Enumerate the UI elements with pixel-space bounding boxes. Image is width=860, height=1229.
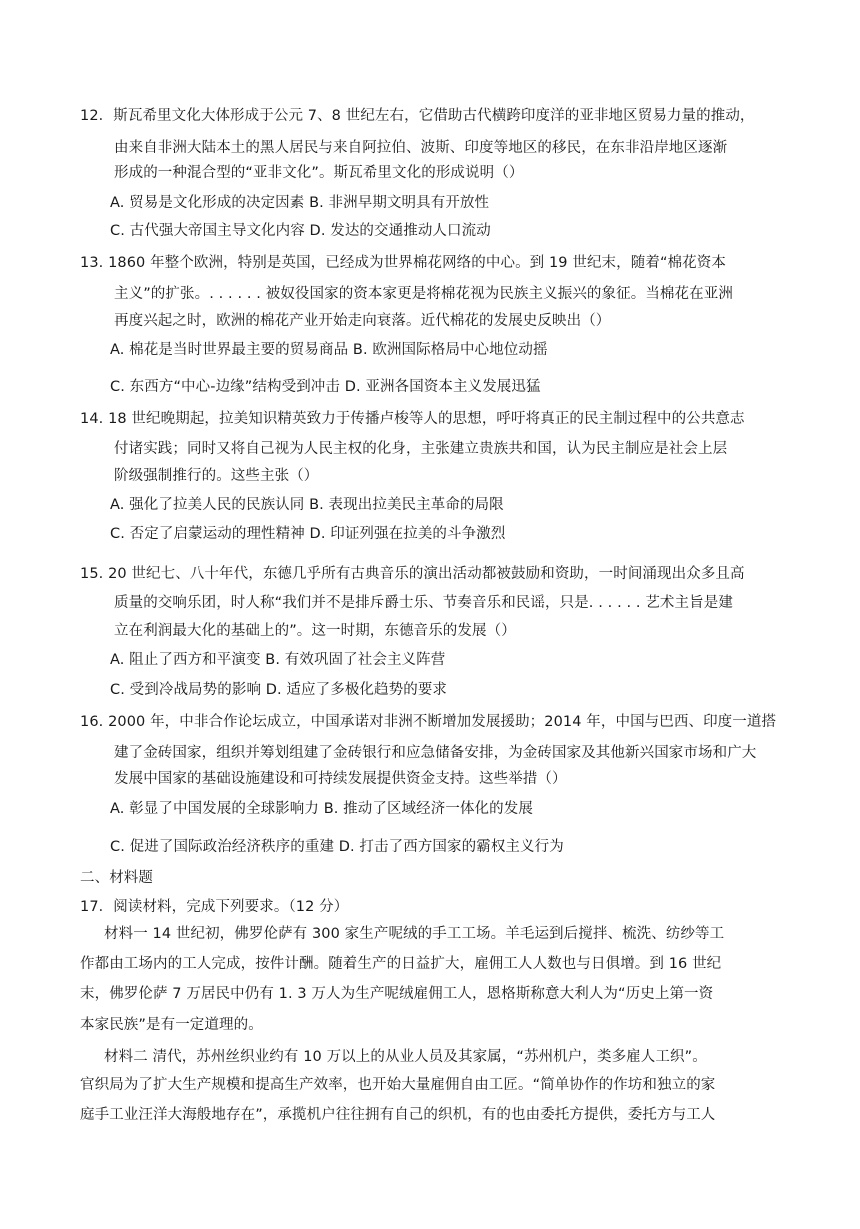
q13-option-ab: A. 棉花是当时世界最主要的贸易商品 B. 欧洲国际格局中心地位动摇	[110, 342, 548, 358]
q12-line-3: 形成的一种混合型的“亚非文化”。斯瓦希里文化的形成说明（）	[114, 165, 524, 181]
q15-option-cd: C. 受到冷战局势的影响 D. 适应了多极化趋势的要求	[110, 682, 448, 698]
q15-line-2: 质量的交响乐团，时人称“我们并不是排斥爵士乐、节奏音乐和民谣，只是. . . . . . 艺术主旨是建	[114, 595, 733, 611]
material1-line-1: 材料一 14 世纪初，佛罗伦萨有 300 家生产呢绒的手工工场。羊毛运到后搅拌、梳洗、纺纱等工	[104, 926, 725, 942]
q16-option-cd: C. 促进了国际政治经济秩序的重建 D. 打击了西方国家的霸权主义行为	[110, 839, 564, 855]
material1-line-4: 本家民族”是有一定道理的。	[80, 1017, 263, 1033]
q16-line-3: 发展中国家的基础设施建设和可持续发展提供资金支持。这些举措（）	[114, 771, 567, 787]
q17-title: 17．阅读材料，完成下列要求。（12 分）	[80, 899, 349, 915]
q13-option-cd: C. 东西方“中心-边缘”结构受到冲击 D. 亚洲各国资本主义发展迅猛	[110, 379, 541, 395]
material1-line-2: 作都由工场内的工人完成，按件计酬。随着生产的日益扩大，雇佣工人人数也与日俱增。到 16 世纪	[80, 956, 722, 972]
material2-line-1: 材料二 清代，苏州丝织业约有 10 万以上的从业人员及其家属，“苏州机户，类多雇人工织”。	[104, 1049, 707, 1065]
q15-line-3: 立在利润最大化的基础上的”。这一时期，东德音乐的发展（）	[114, 623, 516, 639]
q14-line-3: 阶级强制推行的。这些主张（）	[114, 468, 319, 484]
section-title: 二、材料题	[80, 870, 153, 886]
material2-line-2: 官织局为了扩大生产规模和提高生产效率，也开始大量雇佣自由工匠。“简单协作的作坊和独立的家	[80, 1077, 716, 1093]
q12-option-cd: C. 古代强大帝国主导文化内容 D. 发达的交通推动人口流动	[110, 223, 491, 239]
q15-option-ab: A. 阻止了西方和平演变 B. 有效巩固了社会主义阵营	[110, 652, 446, 668]
q12-line-2: 由来自非洲大陆本土的黑人居民与来自阿拉伯、波斯、印度等地区的移民，在东非沿岸地区逐渐	[114, 140, 728, 156]
q16-option-ab: A. 彰显了中国发展的全球影响力 B. 推动了区域经济一体化的发展	[110, 801, 533, 817]
material2-line-3: 庭手工业汪洋大海般地存在”，承揽机户往往拥有自己的织机，有的也由委托方提供，委托方与工人	[80, 1107, 716, 1123]
q12-option-ab: A. 贸易是文化形成的决定因素 B. 非洲早期文明具有开放性	[110, 195, 490, 211]
q12-line-1: 12．斯瓦希里文化大体形成于公元 7、8 世纪左右，它借助古代横跨印度洋的亚非地区贸易力量的推动，	[80, 108, 755, 124]
q14-option-ab: A. 强化了拉美人民的民族认同 B. 表现出拉美民主革命的局限	[110, 497, 504, 513]
q14-option-cd: C. 否定了启蒙运动的理性精神 D. 印证列强在拉美的斗争激烈	[110, 526, 506, 542]
q13-line-1: 13. 1860 年整个欧洲，特别是英国，已经成为世界棉花网络的中心。到 19 世纪末，随着“棉花资本	[80, 255, 726, 271]
q16-line-2: 建了金砖国家，组织并筹划组建了金砖银行和应急储备安排，为金砖国家及其他新兴国家市场和广大	[114, 745, 757, 761]
q15-line-1: 15. 20 世纪七、八十年代，东德几乎所有古典音乐的演出活动都被鼓励和资助，一时间涌现出众多且高	[80, 566, 745, 582]
q14-line-1: 14. 18 世纪晚期起，拉美知识精英致力于传播卢梭等人的思想，呼吁将真正的民主制过程中的公共意志	[80, 411, 745, 427]
q13-line-3: 再度兴起之时，欧洲的棉花产业开始走向衰落。近代棉花的发展史反映出（）	[114, 313, 611, 329]
q14-line-2: 付诸实践；同时又将自己视为人民主权的化身，主张建立贵族共和国，认为民主制应是社会上层	[114, 441, 728, 457]
q13-line-2: 主义”的扩张。. . . . . . 被奴役国家的资本家更是将棉花视为民族主义振兴的象征。当棉花在亚洲	[114, 286, 733, 302]
material1-line-3: 末，佛罗伦萨 7 万居民中仍有 1. 3 万人为生产呢绒雇佣工人，恩格斯称意大利人为“历史上第一资	[80, 986, 714, 1002]
q16-line-1: 16. 2000 年，中非合作论坛成立，中国承诺对非洲不断增加发展援助；2014 年，中国与巴西、印度一道搭	[80, 714, 777, 730]
